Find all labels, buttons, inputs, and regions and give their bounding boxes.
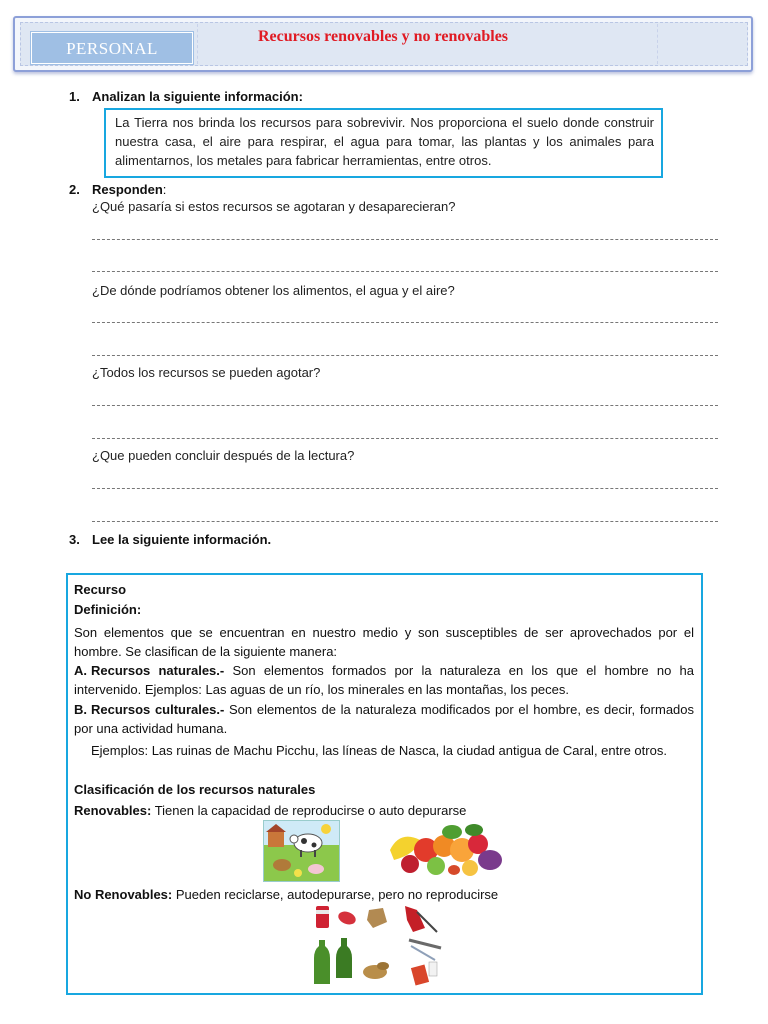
- item-letter: A.: [74, 663, 87, 678]
- box-title: Recurso: [74, 582, 127, 597]
- item-text: Son elementos de la naturaleza modificados por el hombre, es decir, formados por una actividad humana.: [74, 702, 695, 736]
- item-natural: [74, 661, 694, 699]
- info-text: La Tierra nos brinda los recursos para sobrevivir. Nos proporciona el suelo donde construir nuestra casa, el aire para respirar, el agua para tomar, las plantas y los animales para alimentarnos, los metales para fabricar herramientas, entre otros.: [115, 115, 654, 168]
- item-label: Recursos naturales.-: [91, 663, 225, 678]
- item-text: Son elementos formados por la naturaleza en los que el hombre no ha intervenido. Ejemplos: Las aguas de un río, los minerales en las montañas, los peces.: [74, 663, 694, 697]
- examples-text: Ejemplos: Las ruinas de Machu Picchu, las líneas de Nasca, la ciudad antigua de Caral, entre otros.: [91, 743, 667, 758]
- answer-line[interactable]: [92, 239, 718, 240]
- answer-line[interactable]: [92, 355, 718, 356]
- fruits-vegetables-image: [386, 820, 504, 878]
- farm-animals-image: [263, 820, 340, 882]
- personal-label: PERSONAL: [31, 32, 193, 64]
- renovables-label: Renovables:: [74, 803, 152, 818]
- item-letter: B.: [74, 702, 87, 717]
- renovables-line: [74, 801, 466, 820]
- info-box-tierra: [104, 108, 663, 178]
- header-divider: [657, 24, 658, 64]
- question: ¿Que pueden concluir después de la lectura?: [92, 448, 355, 463]
- section-heading: [92, 182, 166, 197]
- recyclables-image: [313, 902, 451, 990]
- section-number: 1.: [69, 89, 80, 104]
- question: ¿De dónde podríamos obtener los alimentos, el agua y el aire?: [92, 283, 455, 298]
- section-heading-colon: :: [162, 182, 167, 197]
- section-heading: Analizan la siguiente información:: [92, 89, 303, 104]
- answer-line[interactable]: [92, 405, 718, 406]
- header-divider: [197, 24, 198, 64]
- section-number: 2.: [69, 182, 80, 197]
- answer-line[interactable]: [92, 322, 718, 323]
- item-cultural: [74, 700, 694, 738]
- renovables-text: Tienen la capacidad de reproducirse o auto depurarse: [151, 803, 467, 818]
- question: ¿Qué pasaría si estos recursos se agotaran y desaparecieran?: [92, 199, 456, 214]
- item-label: Recursos culturales.-: [91, 702, 225, 717]
- section-heading: Lee la siguiente información.: [92, 532, 272, 547]
- answer-line[interactable]: [92, 521, 718, 522]
- section-heading-text: Responden: [92, 182, 163, 197]
- answer-line[interactable]: [92, 438, 718, 439]
- no-renovables-label: No Renovables:: [74, 887, 173, 902]
- classification-heading: Clasificación de los recursos naturales: [74, 782, 316, 797]
- answer-line[interactable]: [92, 488, 718, 489]
- definition-text: Son elementos que se encuentran en nuestro medio y son susceptibles de ser aprovechados por el hombre. Se clasifican de la siguiente manera:: [74, 625, 694, 659]
- definition-label: Definición:: [74, 602, 142, 617]
- no-renovables-text: Pueden reciclarse, autodepurarse, pero no reproducirse: [172, 887, 499, 902]
- question: ¿Todos los recursos se pueden agotar?: [92, 365, 321, 380]
- page-title: Recursos renovables y no renovables: [257, 28, 509, 45]
- section-number: 3.: [69, 532, 80, 547]
- answer-line[interactable]: [92, 271, 718, 272]
